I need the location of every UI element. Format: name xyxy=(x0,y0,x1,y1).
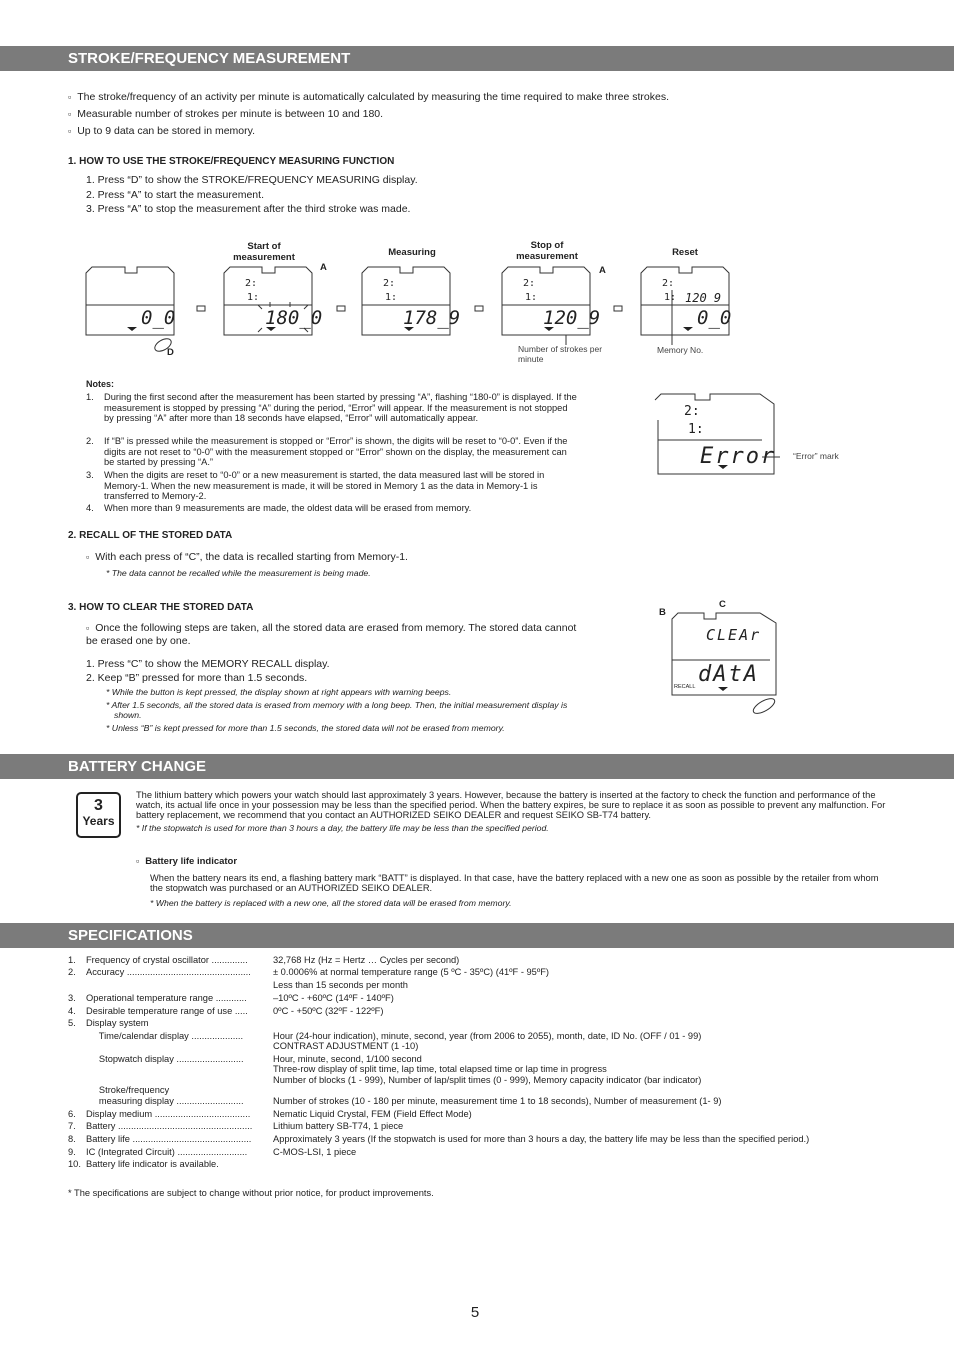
spec-value: Approximately 3 years (If the stopwatch is used for more than 3 hours a day, the battery life may be less than the specified period.) xyxy=(273,1134,810,1144)
section-header-stroke xyxy=(0,46,954,71)
lcd-data-text: dAtA xyxy=(698,662,759,687)
lcd-value: 178_9 xyxy=(403,307,461,329)
spec-label: measuring display .......................... xyxy=(86,1096,244,1106)
spec-number: 4. xyxy=(68,1006,76,1016)
arrow-marker xyxy=(197,306,205,311)
lcd-value: 180_0 xyxy=(265,307,323,329)
label-start: Start of measurement xyxy=(233,241,295,264)
caption-memory: Memory No. xyxy=(657,345,704,355)
spec-value: Nematic Liquid Crystal, FEM (Field Effect Mode) xyxy=(273,1109,472,1119)
spec-number: 2. xyxy=(68,967,76,977)
lcd-row-label: 2: xyxy=(684,404,700,419)
howto-heading: 1. HOW TO USE THE STROKE/FREQUENCY MEASURING FUNCTION xyxy=(68,156,395,167)
button-c-label: C xyxy=(719,599,726,610)
spec-value: 32,768 Hz (Hz = Hertz … Cycles per second) xyxy=(273,955,460,965)
section-title: SPECIFICATIONS xyxy=(68,927,193,944)
intro-bullet: ▫ The stroke/frequency of an activity per minute is automatically calculated by measuring the time required to make three strokes. xyxy=(68,91,669,104)
note-item: 2. If “B” is pressed while the measurement is stopped or “Error” is shown, the digits will be reset to “0-0”. Even if the digits are not reset to “0-0” with the measurement stopped or “Error” shown on the display, the measurement can be started by pressing “A.” xyxy=(86,436,568,467)
battery-indicator-heading: ▫ Battery life indicator xyxy=(136,856,237,867)
clear-note: * Unless “B” is kept pressed for more than 1.5 seconds, the stored data will not be erased from memory. xyxy=(106,723,505,733)
spec-label: Operational temperature range ............ xyxy=(86,993,247,1003)
badge-number: 3 xyxy=(94,797,103,814)
spec-number: 8. xyxy=(68,1134,76,1144)
spec-number: 7. xyxy=(68,1121,76,1131)
spec-number: 5. xyxy=(68,1018,76,1028)
spec-value: Number of strokes (10 - 180 per minute, measurement time 1 to 18 seconds), Number of measurement (1- 9) xyxy=(273,1096,722,1106)
clear-heading: 3. HOW TO CLEAR THE STORED DATA xyxy=(68,602,254,613)
spec-number: 10. xyxy=(68,1159,81,1169)
lcd-value: 0_0 xyxy=(141,307,176,329)
battery-indicator-text: When the battery nears its end, a flashing battery mark “BATT” is displayed. In that case, have the battery replaced with a new one as soon as possible by the retailer from whom the stopwatch was purchased or an AUTHORIZED SEIKO DEALER. xyxy=(150,873,879,894)
arrow-marker xyxy=(614,306,622,311)
clear-note: * While the button is kept pressed, the display shown at right appears with warning beeps. xyxy=(106,687,452,697)
battery-text: The lithium battery which powers your watch should last approximately 3 years. However, because the battery is inserted at the factory to check the function and performance of the watch, its actual life once in your possession may be less than the specified period. When the battery expires, be sure to replace it as soon as possible to prevent any malfunction. For battery replacement, we recommend that you contact an AUTHORIZED SEIKO DEALER and request SEIKO SB-T74 battery. xyxy=(136,790,886,821)
badge-word: Years xyxy=(82,814,115,829)
howto-step: 1. Press “D” to show the STROKE/FREQUENCY MEASURING display. xyxy=(86,174,418,186)
spec-value: Hour (24-hour indication), minute, second, year (from 2006 to 2055), month, date, ID No. (OFF / 01 - 99) xyxy=(273,1031,702,1041)
spec-number: 6. xyxy=(68,1109,76,1119)
recall-text: ▫ With each press of “C”, the data is recalled starting from Memory-1. xyxy=(86,551,408,564)
spec-value: Number of blocks (1 - 999), Number of lap/split times (0 - 999), Memory capacity indicator (bar indicator) xyxy=(273,1075,702,1085)
spec-label: Desirable temperature range of use ..... xyxy=(86,1006,248,1016)
spec-number: 3. xyxy=(68,993,76,1003)
label-reset: Reset xyxy=(672,247,698,258)
error-mark-caption: “Error” mark xyxy=(793,451,839,461)
lcd-row-label: 1: xyxy=(385,292,398,303)
spec-value: ± 0.0006% at normal temperature range (5 ºC - 35ºC) (41ºF - 95ºF) xyxy=(273,967,550,977)
recall-indicator: RECALL xyxy=(674,684,696,690)
spec-label: Battery .................................................... xyxy=(86,1121,253,1131)
lcd-row-label: 1: xyxy=(688,422,704,437)
display-sequence-diagram xyxy=(0,235,954,370)
intro-bullet: ▫ Up to 9 data can be stored in memory. xyxy=(68,125,255,138)
spec-label: Display system xyxy=(86,1018,149,1028)
lcd-row-label: 2: xyxy=(523,278,536,289)
battery-indicator-note: * When the battery is replaced with a new one, all the stored data will be erased from memory. xyxy=(150,898,512,908)
spec-value: Three-row display of split time, lap time, total elapsed time or lap time in progress xyxy=(273,1064,607,1074)
button-a-label: A xyxy=(320,262,327,273)
lcd-row-label: 2: xyxy=(662,278,675,289)
button-b-label: B xyxy=(659,607,666,618)
spec-number: 1. xyxy=(68,955,76,965)
spec-label: Accuracy ................................................ xyxy=(86,967,251,977)
lcd-row-label: 1: xyxy=(247,292,260,303)
spec-value: C-MOS-LSI, 1 piece xyxy=(273,1147,357,1157)
lcd-clear-text: CLEAr xyxy=(706,626,762,644)
spec-number: 9. xyxy=(68,1147,76,1157)
spec-label: Stopwatch display .......................... xyxy=(86,1054,244,1064)
recall-note: * The data cannot be recalled while the measurement is being made. xyxy=(106,568,371,578)
lcd-row-label: 2: xyxy=(383,278,396,289)
section-header-specifications xyxy=(0,923,954,948)
spec-label: IC (Integrated Circuit) ........................... xyxy=(86,1147,248,1157)
caption-strokes: Number of strokes per minute xyxy=(518,344,603,364)
spec-label: Frequency of crystal oscillator .............. xyxy=(86,955,248,965)
button-a-label: A xyxy=(599,265,606,276)
spec-label: Battery life indicator is available. xyxy=(86,1159,219,1169)
clear-step: 2. Keep “B” pressed for more than 1.5 seconds. xyxy=(86,672,308,684)
spec-label: Time/calendar display .................... xyxy=(86,1031,244,1041)
spec-footnote: * The specifications are subject to change without prior notice, for product improvements. xyxy=(68,1188,434,1198)
lcd-error-text: Error xyxy=(700,444,777,469)
label-measuring: Measuring xyxy=(388,247,436,258)
note-item: 4. When more than 9 measurements are made, the oldest data will be erased from memory. xyxy=(86,503,472,513)
lcd-value: 120_9 xyxy=(685,291,722,305)
section-title: BATTERY CHANGE xyxy=(68,758,207,775)
lcd-row-label: 1: xyxy=(525,292,538,303)
spec-value: CONTRAST ADJUSTMENT (1 -10) xyxy=(273,1041,419,1051)
battery-note: * If the stopwatch is used for more than 3 hours a day, the battery life may be less than the specified period. xyxy=(136,823,549,833)
lcd-row-label: 2: xyxy=(245,278,258,289)
notes-heading: Notes: xyxy=(86,379,115,389)
c-button-icon xyxy=(751,696,777,717)
recall-heading: 2. RECALL OF THE STORED DATA xyxy=(68,530,233,541)
clear-step: 1. Press “C” to show the MEMORY RECALL display. xyxy=(86,658,330,670)
label-stop: Stop of measurement xyxy=(516,240,578,263)
note-item: 3. When the digits are reset to “0-0” or a new measurement is started, the data measured last will be stored in Memory-1. When the new measurement is made, it will be stored in Memory 1 as the data in Memory-1 is transferred to Memory-2. xyxy=(86,470,545,501)
spec-label: Battery life .............................................. xyxy=(86,1134,252,1144)
button-d-label: D xyxy=(167,347,174,358)
spec-value: –10ºC - +60ºC (14ºF - 140ºF) xyxy=(273,993,394,1003)
spec-value: 0ºC - +50ºC (32ºF - 122ºF) xyxy=(273,1006,384,1016)
spec-value: Lithium battery SB-T74, 1 piece xyxy=(273,1121,404,1131)
spec-value: Less than 15 seconds per month xyxy=(273,980,408,990)
lcd-value: 120_9 xyxy=(543,307,601,329)
lcd-row-label: 1: xyxy=(664,292,677,303)
arrow-marker xyxy=(337,306,345,311)
intro-bullet: ▫ Measurable number of strokes per minute is between 10 and 180. xyxy=(68,108,383,121)
clear-note: * After 1.5 seconds, all the stored data is erased from memory with a long beep. Then, the initial measurement display is shown. xyxy=(106,700,568,720)
clear-text: ▫ Once the following steps are taken, all the stored data are erased from memory. The stored data cannot be erased one by one. xyxy=(86,622,586,647)
howto-step: 2. Press “A” to start the measurement. xyxy=(86,189,264,201)
note-item: 1. During the first second after the measurement has been started by pressing “A”, flashing “180-0” is displayed. If the measurement is stopped by pressing “A” during the period, “Error” will appear. If the measurement is not stopped by pressing “A” after more than 18 seconds have elapsed, “Error” will automatically appear. xyxy=(86,392,577,423)
section-title: STROKE/FREQUENCY MEASUREMENT xyxy=(68,50,351,67)
howto-step: 3. Press “A” to stop the measurement after the third stroke was made. xyxy=(86,203,411,215)
three-years-badge-icon xyxy=(76,792,121,838)
page-number: 5 xyxy=(470,1304,480,1321)
spec-label: Display medium ..................................... xyxy=(86,1109,251,1119)
section-header-battery xyxy=(0,754,954,779)
spec-value: Hour, minute, second, 1/100 second xyxy=(273,1054,422,1064)
arrow-marker xyxy=(475,306,483,311)
spec-label: Stroke/frequency xyxy=(86,1085,170,1095)
lcd-value: 0_0 xyxy=(697,307,732,329)
